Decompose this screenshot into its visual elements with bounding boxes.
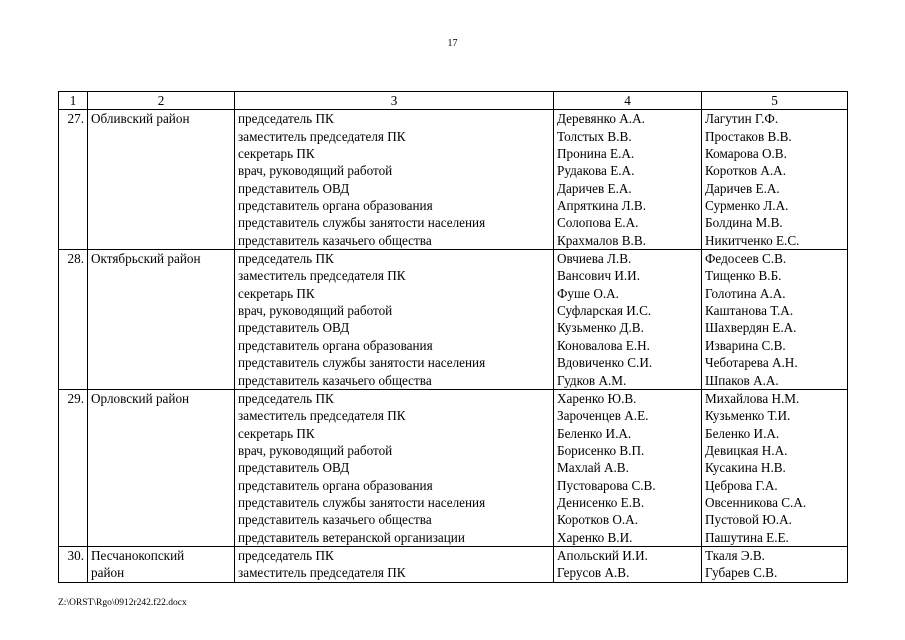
reserve-name: Губарев С.В. [705, 565, 778, 581]
member-name: Толстых В.В. [557, 128, 632, 144]
member-name: Борисенко В.П. [557, 442, 645, 458]
position-label: заместитель председателя ПК [238, 408, 406, 424]
member-name: Рудакова Е.А. [557, 163, 635, 179]
position-label: представитель службы занятости населения [238, 215, 486, 231]
reserve-name: Каштанова Т.А. [705, 303, 794, 319]
reserves-cell [702, 250, 848, 390]
row-number: 29. [59, 389, 88, 546]
position-label: врач, руководящий работой [238, 303, 393, 319]
reserve-name: Цеброва Г.А. [705, 477, 778, 493]
reserve-name: Лагутин Г.Ф. [705, 111, 779, 127]
district-name: Орловский район [91, 390, 190, 406]
reserve-name: Даричев Е.А. [705, 180, 780, 196]
position-label: представитель органа образования [238, 198, 433, 214]
position-label: представитель службы занятости населения [238, 494, 486, 510]
district-cell [88, 389, 235, 546]
position-label: председатель ПК [238, 547, 334, 563]
position-label: секретарь ПК [238, 285, 315, 301]
reserves-cell [702, 110, 848, 250]
reserve-name: Изварина С.В. [705, 337, 786, 353]
members-cell [554, 389, 702, 546]
district-name: Обливский район [91, 111, 190, 127]
reserve-name: Тищенко В.Б. [705, 268, 782, 284]
position-label: представитель казачьего общества [238, 372, 432, 388]
reserve-name: Шахвердян Е.А. [705, 320, 797, 336]
positions-cell [235, 546, 554, 582]
row-number: 30. [59, 546, 88, 582]
position-label: председатель ПК [238, 251, 334, 267]
position-label: заместитель председателя ПК [238, 565, 406, 581]
member-name: Харенко Ю.В. [557, 390, 637, 406]
reserve-name: Комарова О.В. [705, 146, 787, 162]
reserves-cell [702, 546, 848, 582]
row-number: 27. [59, 110, 88, 250]
header-cell: 2 [88, 92, 235, 110]
member-name: Солопова Е.А. [557, 215, 639, 231]
members-cell [554, 110, 702, 250]
table-row [59, 110, 848, 250]
member-name: Денисенко Е.В. [557, 494, 645, 510]
reserve-name: Федосеев С.В. [705, 251, 787, 267]
position-label: представитель органа образования [238, 477, 433, 493]
positions-cell [235, 250, 554, 390]
reserve-name: Кузьменко Т.И. [705, 408, 791, 424]
district-name: район [91, 565, 125, 581]
table-row [59, 389, 848, 546]
member-name: Махлай А.В. [557, 460, 629, 476]
position-label: представитель ОВД [238, 320, 350, 336]
members-cell [554, 546, 702, 582]
position-label: представитель казачьего общества [238, 512, 432, 528]
reserve-name: Голотина А.А. [705, 285, 786, 301]
member-name: Даричев Е.А. [557, 180, 632, 196]
member-name: Вансович И.И. [557, 268, 641, 284]
reserve-name: Михайлова Н.М. [705, 390, 800, 406]
reserve-name: Коротков А.А. [705, 163, 787, 179]
member-name: Харенко В.И. [557, 529, 633, 545]
header-cell: 4 [554, 92, 702, 110]
member-name: Фуше О.А. [557, 285, 619, 301]
district-cell [88, 110, 235, 250]
member-name: Кузьменко Д.В. [557, 320, 644, 336]
position-label: врач, руководящий работой [238, 442, 393, 458]
reserve-name: Ткаля Э.В. [705, 547, 765, 563]
reserve-name: Овсенникова С.А. [705, 494, 807, 510]
reserve-name: Никитченко Е.С. [705, 232, 800, 248]
position-label: секретарь ПК [238, 146, 315, 162]
member-name: Пустоварова С.В. [557, 477, 656, 493]
position-label: представитель казачьего общества [238, 232, 432, 248]
reserve-name: Кусакина Н.В. [705, 460, 786, 476]
member-name: Деревянко А.А. [557, 111, 645, 127]
file-path-footer: Z:\ORST\Rgo\0912r242.f22.docx [58, 598, 187, 608]
reserve-name: Чеботарева А.Н. [705, 355, 798, 371]
header-row [59, 92, 848, 110]
reserve-name: Пустовой Ю.А. [705, 512, 792, 528]
reserve-name: Пашутина Е.Е. [705, 529, 789, 545]
member-name: Апольский И.И. [557, 547, 648, 563]
district-cell [88, 250, 235, 390]
position-label: заместитель председателя ПК [238, 128, 406, 144]
members-cell [554, 250, 702, 390]
reserve-name: Болдина М.В. [705, 215, 783, 231]
table-row [59, 250, 848, 390]
row-number: 28. [59, 250, 88, 390]
member-name: Овчиева Л.В. [557, 251, 632, 267]
member-name: Вдовиченко С.И. [557, 355, 653, 371]
position-label: представитель ветеранской организации [238, 529, 465, 545]
position-label: заместитель председателя ПК [238, 268, 406, 284]
district-cell [88, 546, 235, 582]
position-label: представитель ОВД [238, 180, 350, 196]
member-name: Зароченцев А.Е. [557, 408, 649, 424]
member-name: Крахмалов В.В. [557, 232, 646, 248]
member-name: Апряткина Л.В. [557, 198, 647, 214]
table-row [59, 546, 848, 582]
position-label: председатель ПК [238, 111, 334, 127]
position-label: председатель ПК [238, 390, 334, 406]
reserve-name: Девицкая Н.А. [705, 442, 788, 458]
reserve-name: Беленко И.А. [705, 425, 780, 441]
member-name: Коновалова Е.Н. [557, 337, 650, 353]
district-name: Песчанокопский [91, 547, 185, 563]
member-name: Суфларская И.С. [557, 303, 652, 319]
header-cell: 3 [235, 92, 554, 110]
district-name: Октябрьский район [91, 251, 201, 267]
position-label: представитель органа образования [238, 337, 433, 353]
header-cell: 5 [702, 92, 848, 110]
reserve-name: Шпаков А.А. [705, 372, 779, 388]
member-name: Герусов А.В. [557, 565, 630, 581]
table-body [59, 110, 848, 582]
header-cell: 1 [59, 92, 88, 110]
member-name: Коротков О.А. [557, 512, 639, 528]
reserve-name: Сурменко Л.А. [705, 198, 789, 214]
reserves-cell [702, 389, 848, 546]
member-name: Беленко И.А. [557, 425, 632, 441]
reserve-name: Простаков В.В. [705, 128, 792, 144]
page-number: 17 [447, 38, 458, 49]
positions-cell [235, 110, 554, 250]
position-label: врач, руководящий работой [238, 163, 393, 179]
member-name: Пронина Е.А. [557, 146, 635, 162]
commission-table [58, 91, 848, 583]
position-label: представитель ОВД [238, 460, 350, 476]
position-label: представитель службы занятости населения [238, 355, 486, 371]
positions-cell [235, 389, 554, 546]
position-label: секретарь ПК [238, 425, 315, 441]
member-name: Гудков А.М. [557, 372, 627, 388]
